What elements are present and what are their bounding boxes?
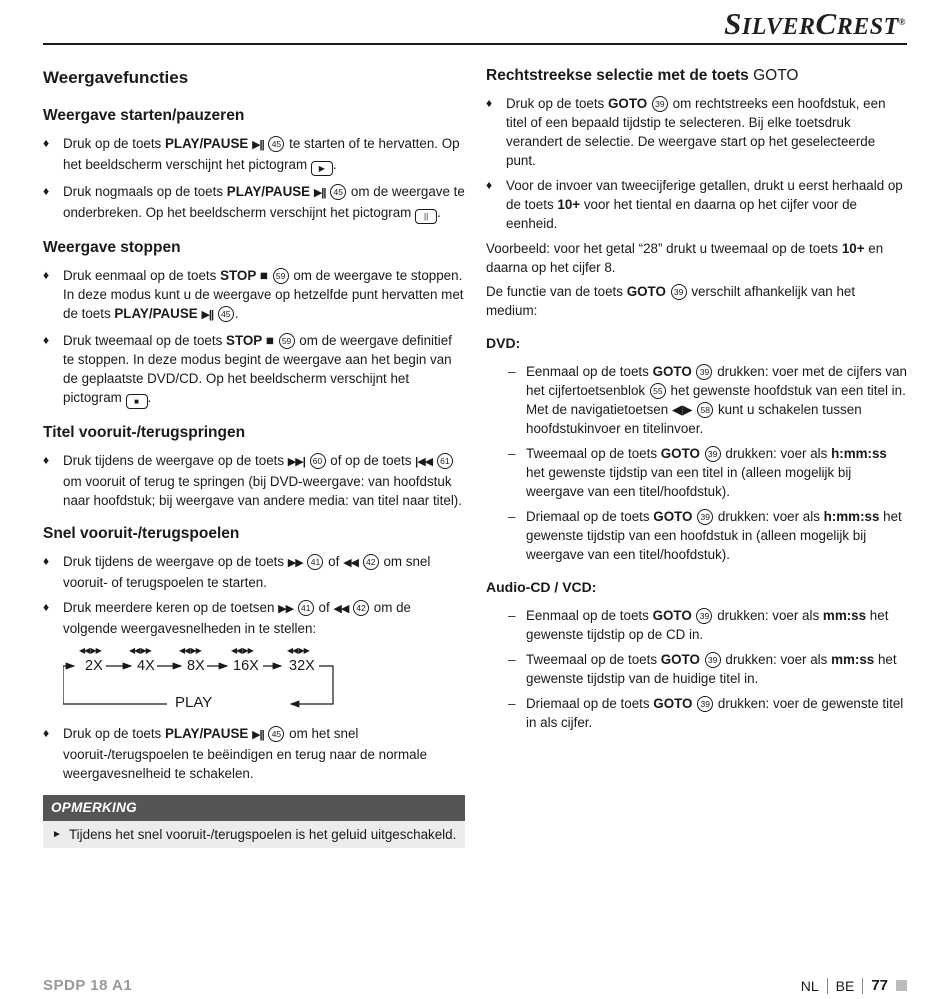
reference-number: 39 bbox=[705, 446, 721, 462]
dash-item: – Tweemaal op de toets GOTO 39 drukken: voer als mm:ss het gewenste tijdstip van de huidige titel in. bbox=[508, 652, 897, 686]
registered-mark: ® bbox=[898, 17, 906, 27]
ff-rw-icon: ◀◀ ▶▶ bbox=[287, 646, 309, 655]
bullet-item: ♦ Druk meerdere keren op de toetsen ▶▶ 41 of ◀◀ 42 om de volgende weergavesnelheden in te stellen: bbox=[43, 600, 411, 636]
key-name: GOTO bbox=[652, 364, 692, 379]
reference-number: 39 bbox=[696, 608, 712, 624]
note-heading: OPMERKING bbox=[43, 795, 465, 821]
dash-bullet: – bbox=[508, 509, 516, 524]
section-heading: Snel vooruit-/terugspoelen bbox=[43, 525, 240, 542]
time-format: mm:ss bbox=[822, 608, 867, 623]
skip-back-icon: |◀◀ bbox=[415, 456, 433, 468]
reference-number: 39 bbox=[652, 96, 668, 112]
page-footer bbox=[801, 977, 907, 994]
key-name: GOTO bbox=[653, 696, 693, 711]
diamond-bullet-icon: ♦ bbox=[43, 726, 50, 740]
play-pause-icon: ▶|| bbox=[313, 187, 326, 199]
diamond-bullet-icon: ♦ bbox=[43, 554, 50, 568]
model-number: SPDP 18 A1 bbox=[43, 977, 133, 994]
section-heading: Weergave stoppen bbox=[43, 239, 181, 256]
dash-item: – Tweemaal op de toets GOTO 39 drukken: voer als h:mm:ss het gewenste tijdstip van een titel in (alleen mogelijk bij weergave van een titel/hoofdstuk). bbox=[508, 446, 887, 499]
footer-divider bbox=[827, 978, 828, 994]
play-pictogram-icon: ▶ bbox=[311, 161, 333, 176]
dash-item: – Eenmaal op de toets GOTO 39 drukken: voer met de cijfers van het cijfertoetsenblok 55 het gewenste hoofdstuk van een titel in. Met de navigatietoetsen ◀▶ 58 kunt u schakelen tussen hoofdstukinvoer en titelinvoer. bbox=[508, 364, 907, 436]
stop-icon: ■ bbox=[259, 268, 268, 283]
triangle-bullet-icon: ► bbox=[52, 829, 62, 840]
dash-item: – Eenmaal op de toets GOTO 39 drukken: voer als mm:ss het gewenste tijdstip op de CD in. bbox=[508, 608, 889, 642]
speed-label: 32X bbox=[289, 658, 315, 674]
paragraph: De functie van de toets GOTO 39 verschilt afhankelijk van het medium: bbox=[486, 284, 856, 318]
play-label: PLAY bbox=[175, 694, 213, 711]
key-name: PLAY/PAUSE bbox=[164, 726, 253, 741]
stop-icon: ■ bbox=[265, 333, 274, 348]
key-name: GOTO bbox=[626, 284, 666, 299]
reference-number: 42 bbox=[353, 600, 369, 616]
bullet-item: ♦ Druk tweemaal op de toets STOP ■ 59 om de weergave definitief te stoppen. In deze modus begint de weergave aan het begin van de geplaatste DVD/CD. Op het beeldscherm verschijnt het pictogram ■ . bbox=[43, 331, 465, 409]
paragraph: Voorbeeld: voor het getal “28” drukt u tweemaal op de toets 10+ en daarna op het cijfer 8. bbox=[486, 241, 884, 275]
reference-number: 45 bbox=[218, 306, 234, 322]
brand-logo bbox=[724, 6, 906, 42]
key-name: GOTO bbox=[607, 96, 648, 111]
note-body: ► Tijdens het snel vooruit-/terugspoelen is het geluid uitgeschakeld. bbox=[43, 821, 465, 848]
section-heading: Rechtstreekse selectie met de toets GOTO bbox=[486, 67, 799, 84]
rewind-icon: ◀◀ bbox=[343, 557, 358, 569]
key-name: PLAY/PAUSE bbox=[164, 136, 253, 151]
key-name: PLAY/PAUSE bbox=[114, 306, 202, 321]
reference-number: 59 bbox=[273, 268, 289, 284]
speed-arrows-graphic bbox=[63, 644, 363, 714]
speed-label: 8X bbox=[187, 658, 205, 674]
bullet-item: ♦ Druk nogmaals op de toets PLAY/PAUSE ▶|| 45 om de weergave te onderbreken. Op het beeldscherm verschijnt het pictogram || . bbox=[43, 182, 465, 224]
reference-number: 39 bbox=[697, 696, 713, 712]
dash-bullet: – bbox=[508, 608, 516, 623]
speed-label: 4X bbox=[137, 658, 155, 674]
language-code: NL bbox=[800, 977, 819, 994]
speed-label: 16X bbox=[233, 658, 259, 674]
ff-rw-icon: ◀◀ ▶▶ bbox=[79, 646, 101, 655]
note-box bbox=[43, 795, 465, 848]
page-number: 77 bbox=[871, 977, 888, 994]
dash-bullet: – bbox=[508, 446, 516, 461]
diamond-bullet-icon: ♦ bbox=[486, 178, 493, 192]
reference-number: 59 bbox=[279, 333, 295, 349]
fast-forward-icon: ▶▶ bbox=[278, 603, 294, 615]
reference-number: 39 bbox=[671, 284, 687, 300]
logo-letter: S bbox=[724, 6, 742, 41]
time-format: h:mm:ss bbox=[831, 446, 887, 461]
dash-item: – Driemaal op de toets GOTO 39 drukken: voer de gewenste titel in als cijfer. bbox=[508, 696, 904, 730]
reference-number: 60 bbox=[310, 453, 326, 469]
footer-divider bbox=[862, 978, 863, 994]
reference-number: 45 bbox=[268, 726, 284, 742]
reference-number: 41 bbox=[307, 554, 323, 570]
key-name: GOTO bbox=[652, 608, 692, 623]
rewind-icon: ◀◀ bbox=[333, 603, 349, 615]
reference-number: 42 bbox=[363, 554, 379, 570]
reference-number: 41 bbox=[298, 600, 314, 616]
play-pause-icon: ▶|| bbox=[252, 139, 264, 151]
key-name: GOTO bbox=[660, 446, 700, 461]
reference-number: 58 bbox=[697, 402, 713, 418]
stop-pictogram-icon: ■ bbox=[126, 394, 148, 409]
reference-number: 39 bbox=[697, 509, 713, 525]
diamond-bullet-icon: ♦ bbox=[43, 268, 50, 282]
reference-number: 45 bbox=[268, 136, 284, 152]
key-name: 10+ bbox=[557, 197, 581, 212]
reference-number: 45 bbox=[330, 184, 346, 200]
header-rule bbox=[43, 43, 907, 45]
bullet-item: ♦ Voor de invoer van tweecijferige getallen, drukt u eerst herhaald op de toets 10+ voor het tiental en daarna op het cijfer voor de eenheid. bbox=[486, 178, 903, 231]
left-column bbox=[43, 62, 465, 848]
fast-forward-icon: ▶▶ bbox=[287, 557, 303, 569]
sub-heading: DVD: bbox=[486, 335, 521, 351]
key-name: GOTO bbox=[653, 509, 693, 524]
play-pause-icon: ▶|| bbox=[252, 729, 264, 741]
logo-letter: C bbox=[815, 6, 837, 41]
pause-pictogram-icon: || bbox=[415, 209, 437, 224]
right-column bbox=[486, 62, 908, 738]
key-name: STOP bbox=[220, 268, 260, 283]
dash-item: – Driemaal op de toets GOTO 39 drukken: voer als h:mm:ss het gewenste tijdstip van een hoofdstuk in (alleen mogelijk bij weergave van een titel/hoofdstuk). bbox=[508, 509, 902, 562]
key-name: STOP bbox=[226, 333, 266, 348]
diamond-bullet-icon: ♦ bbox=[43, 600, 50, 614]
speed-label: 2X bbox=[85, 658, 103, 674]
bullet-item: ♦ Druk tijdens de weergave op de toets ▶▶ 41 of ◀◀ 42 om snel vooruit- of terugspoelen te starten. bbox=[43, 554, 431, 590]
diamond-bullet-icon: ♦ bbox=[43, 184, 50, 198]
ff-rw-icon: ◀◀ ▶▶ bbox=[129, 646, 151, 655]
diamond-bullet-icon: ♦ bbox=[43, 136, 50, 150]
logo-text: REST bbox=[836, 14, 899, 40]
bullet-item: ♦ Druk op de toets GOTO 39 om rechtstreeks een hoofdstuk, een titel of een bepaald tijdstip te selecteren. Bij elke toetsdruk verandert de selectie. De weergave start op het geselecteerde punt. bbox=[486, 96, 886, 168]
page-marker-square bbox=[896, 980, 907, 991]
key-name: GOTO bbox=[660, 652, 700, 667]
navigation-arrows-icon: ◀▶ bbox=[671, 402, 693, 417]
time-format: mm:ss bbox=[831, 652, 875, 667]
dash-bullet: – bbox=[508, 364, 516, 379]
reference-number: 61 bbox=[437, 453, 453, 469]
time-format: h:mm:ss bbox=[823, 509, 880, 524]
ff-rw-icon: ◀◀ ▶▶ bbox=[179, 646, 201, 655]
skip-forward-icon: ▶▶| bbox=[287, 456, 305, 468]
ff-rw-icon: ◀◀ ▶▶ bbox=[231, 646, 253, 655]
diamond-bullet-icon: ♦ bbox=[43, 453, 50, 467]
bullet-item: ♦ Druk op de toets PLAY/PAUSE ▶|| 45 om het snel vooruit-/terugspoelen te beëindigen en terug naar de normale weergavesnelheid te schakelen. bbox=[43, 726, 428, 781]
dash-bullet: – bbox=[508, 652, 516, 667]
dash-bullet: – bbox=[508, 696, 516, 711]
play-pause-icon: ▶|| bbox=[201, 309, 214, 321]
diamond-bullet-icon: ♦ bbox=[486, 96, 493, 110]
logo-text: ILVER bbox=[741, 14, 816, 40]
language-code: BE bbox=[835, 977, 855, 994]
speed-cycle-diagram bbox=[63, 644, 363, 714]
bullet-item: ♦ Druk tijdens de weergave op de toets ▶▶| 60 of op de toets |◀◀ 61 om vooruit of terug te springen (bij DVD-weergave: van hoofdstuk naar hoofdstuk; bij weergave van andere media: van titel naar titel). bbox=[43, 453, 462, 508]
page-title: Weergavefuncties bbox=[43, 68, 189, 87]
sub-heading: Audio-CD / VCD: bbox=[486, 579, 597, 595]
key-name: 10+ bbox=[841, 241, 865, 256]
bullet-item: ♦ Druk op de toets PLAY/PAUSE ▶|| 45 te starten of te hervatten. Op het beeldscherm verschijnt het pictogram ▶ . bbox=[43, 134, 465, 176]
reference-number: 39 bbox=[705, 652, 721, 668]
reference-number: 55 bbox=[650, 383, 666, 399]
section-heading: Weergave starten/pauzeren bbox=[43, 107, 245, 124]
key-name: PLAY/PAUSE bbox=[226, 184, 314, 199]
section-heading: Titel vooruit-/terugspringen bbox=[43, 424, 246, 441]
bullet-item: ♦ Druk eenmaal op de toets STOP ■ 59 om de weergave te stoppen. In deze modus kunt u de weergave op hetzelfde punt hervatten met de toets PLAY/PAUSE ▶|| 45 . bbox=[43, 268, 464, 321]
reference-number: 39 bbox=[696, 364, 712, 380]
diamond-bullet-icon: ♦ bbox=[43, 333, 50, 347]
